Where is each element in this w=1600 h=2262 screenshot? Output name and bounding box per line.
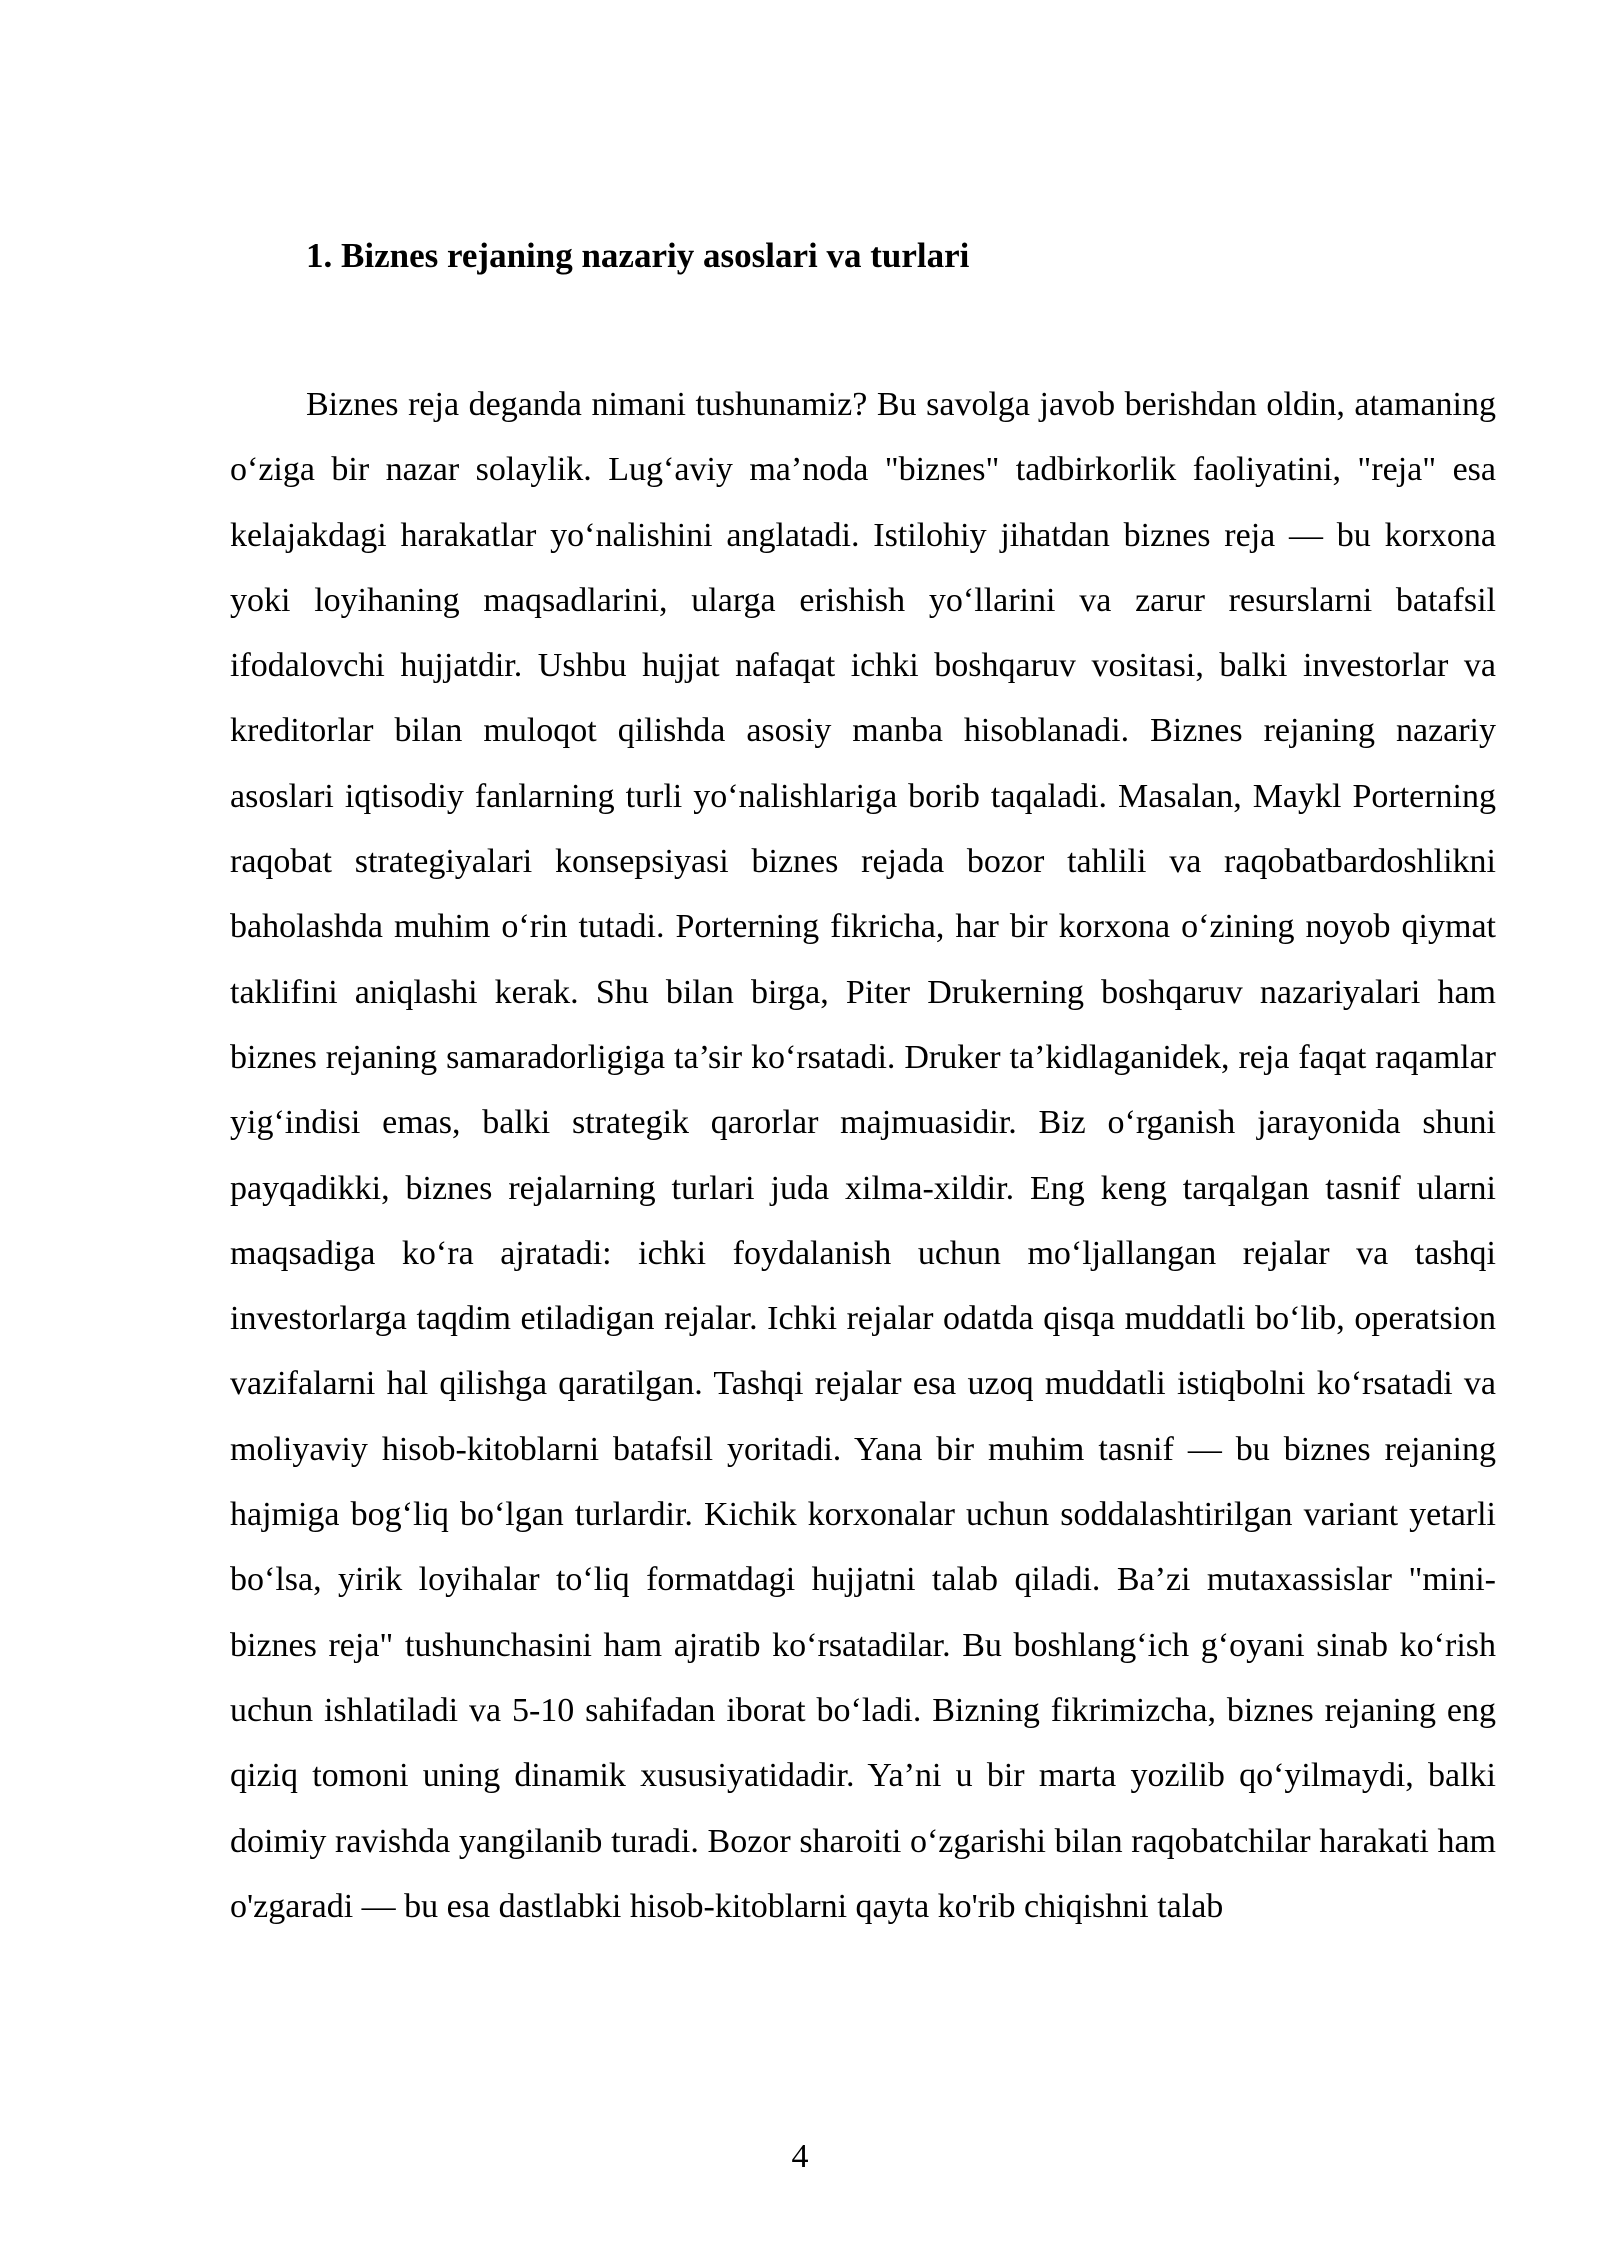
body-paragraph: Biznes reja deganda nimani tushunamiz? Bu savolga javob berishdan oldin, atamaning o‘ziga bir nazar solaylik. Lug‘aviy ma’noda "biznes" tadbirkorlik faoliyatini, "reja" esa kelajakdagi harakatlar yo‘nalishini anglatadi. Istilohiy jihatdan biznes reja — bu korxona yoki loyihaning maqsadlarini, ularga erishish yo‘llarini va zarur resurslarni batafsil ifodalovchi hujjatdir. Ushbu hujjat nafaqat ichki boshqaruv vositasi, balki investorlar va kreditorlar bilan muloqot qilishda asosiy manba hisoblanadi. Biznes rejaning nazariy asoslari iqtisodiy fanlarning turli yo‘nalishlariga borib taqaladi. Masalan, Maykl Porterning raqobat strategiyalari konsepsiyasi biznes rejada bozor tahlili va raqobatbardoshlikni baholashda muhim o‘rin tutadi. Porterning fikricha, har bir korxona o‘zining noyob qiymat taklifini aniqlashi kerak. Shu bilan birga, Piter Drukerning boshqaruv nazariyalari ham biznes rejaning samaradorligiga ta’sir ko‘rsatadi. Druker ta’kidlaganidek, reja faqat raqamlar yig‘indisi emas, balki strategik qarorlar majmuasidir. Biz o‘rganish jarayonida shuni payqadikki, biznes rejalarning turlari juda xilma-xildir. Eng keng tarqalgan tasnif ularni maqsadiga ko‘ra ajratadi: ichki foydalanish uchun mo‘ljallangan rejalar va tashqi investorlarga taqdim etiladigan rejalar. Ichki rejalar odatda qisqa muddatli bo‘lib, operatsion vazifalarni hal qilishga qaratilgan. Tashqi rejalar esa uzoq muddatli istiqbolni ko‘rsatadi va moliyaviy hisob-kitoblarni batafsil yoritadi. Yana bir muhim tasnif — bu biznes rejaning hajmiga bog‘liq bo‘lgan turlardir. Kichik korxonalar uchun soddalashtirilgan variant yetarli bo‘lsa, yirik loyihalar to‘liq formatdagi hujjatni talab qiladi. Ba’zi mutaxassislar "mini-biznes reja" tushunchasini ham ajratib ko‘rsatadilar. Bu boshlang‘ich g‘oyani sinab ko‘rish uchun ishlatiladi va 5-10 sahifadan iborat bo‘ladi. Bizning fikrimizcha, biznes rejaning eng qiziq tomoni uning dinamik xususiyatidadir. Ya’ni u bir marta yozilib qo‘yilmaydi, balki doimiy ravishda yangilanib turadi. Bozor sharoiti o‘zgarishi bilan raqobatchilar harakati ham o'zgaradi — bu esa dastlabki hisob-kitoblarni qayta ko'rib chiqishni talab bbox=[230, 386, 1496, 1925]
page-number: 4 bbox=[791, 2138, 809, 2175]
section-heading: 1. Biznes rejaning nazariy asoslari va turlari bbox=[306, 236, 970, 275]
